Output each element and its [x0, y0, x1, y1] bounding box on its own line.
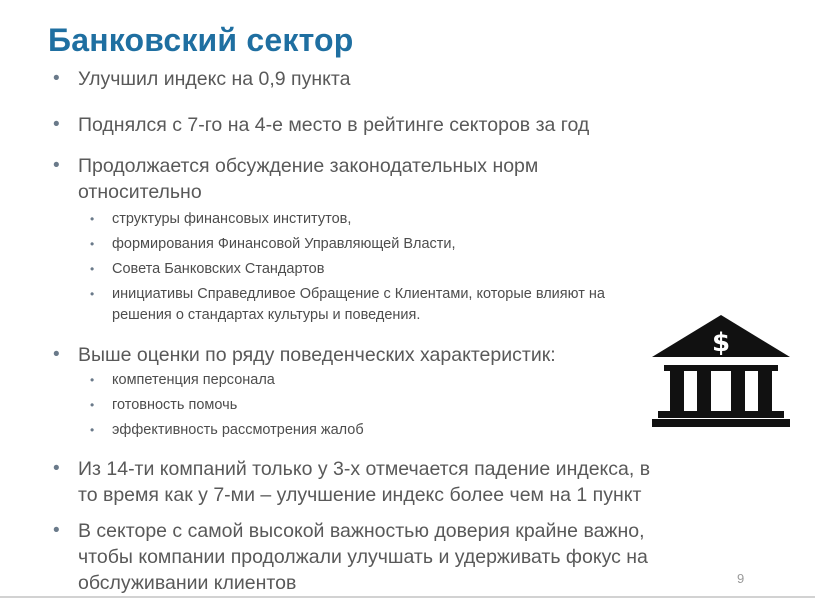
sub-bullet-text: компетенция персонала: [112, 372, 275, 388]
bullet-text-line: чтобы компании продолжали улучшать и удерживать фокус на: [78, 546, 648, 568]
bullet-marker: •: [53, 155, 60, 176]
sub-bullet-marker: •: [90, 262, 95, 276]
bullet-text-line: то время как у 7-ми – улучшение индекс более чем на 1 пункт: [78, 484, 642, 506]
bullet-text-line: Из 14-ти компаний только у 3-х отмечается падение индекса, в: [78, 458, 651, 480]
sub-bullet-marker: •: [90, 287, 95, 301]
footer-divider: [0, 596, 815, 598]
bullet-text: Выше оценки по ряду поведенческих характеристик:: [78, 344, 556, 366]
sub-bullet-marker: •: [90, 398, 95, 412]
svg-text:$: $: [711, 328, 731, 358]
sub-bullet-text-line: решения о стандартах культуры и поведения.: [112, 307, 421, 323]
bullet-marker: •: [53, 114, 60, 135]
bullet-text-line: Продолжается обсуждение законодательных норм: [78, 155, 539, 177]
sub-bullet-marker: •: [90, 373, 95, 387]
bullet-marker: •: [53, 520, 60, 541]
bullet-text: Улучшил индекс на 0,9 пункта: [78, 68, 351, 90]
sub-bullet-text: Совета Банковских Стандартов: [112, 261, 325, 277]
slide-title: Банковский сектор: [48, 22, 354, 58]
page-number: 9: [737, 571, 745, 586]
bullet-text-line: обслуживании клиентов: [78, 572, 297, 594]
bullet-marker: •: [53, 68, 60, 89]
sub-bullet-marker: •: [90, 237, 95, 251]
bullet-marker: •: [53, 458, 60, 479]
sub-bullet-text: формирования Финансовой Управляющей Власти,: [112, 236, 456, 252]
sub-bullet-text: структуры финансовых институтов,: [112, 211, 352, 227]
bullet-text-line: В секторе с самой высокой важностью доверия крайне важно,: [78, 520, 645, 542]
sub-bullet-marker: •: [90, 212, 95, 226]
bullet-marker: •: [53, 344, 60, 365]
bank-dollar-icon: [652, 315, 790, 427]
sub-bullet-text-line: инициативы Справедливое Обращение с Клиентами, которые влияют на: [112, 286, 605, 302]
sub-bullet-marker: •: [90, 423, 95, 437]
sub-bullet-text: готовность помочь: [112, 397, 238, 413]
bullet-text-line: относительно: [78, 181, 202, 203]
sub-bullet-text: эффективность рассмотрения жалоб: [112, 422, 364, 438]
bullet-text: Поднялся с 7-го на 4-е место в рейтинге секторов за год: [78, 114, 590, 136]
